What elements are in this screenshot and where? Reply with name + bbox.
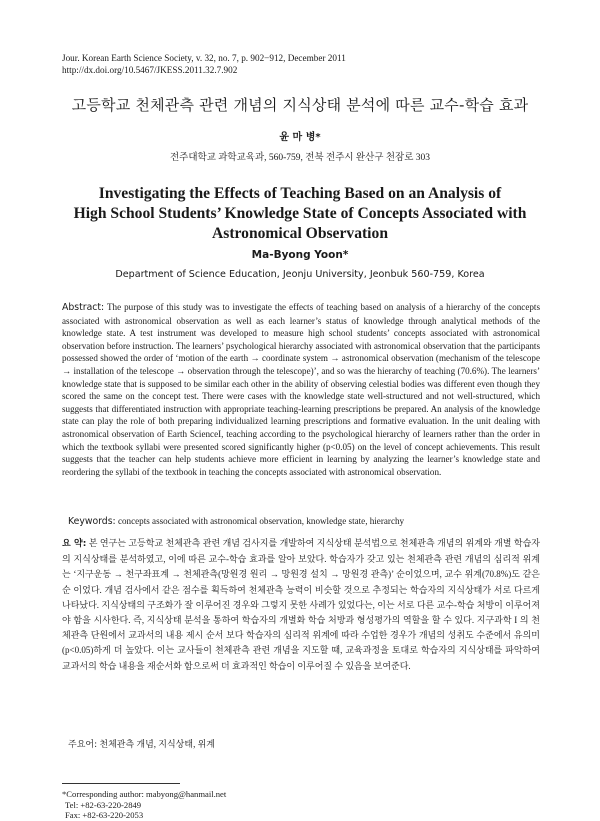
english-title-line: High School Students’ Knowledge State of Concepts Associated with xyxy=(73,205,527,222)
footnote-divider xyxy=(62,783,180,784)
korean-abstract xyxy=(62,536,540,674)
keywords-text: concepts associated with astronomical observation, knowledge state, hierarchy xyxy=(115,516,405,526)
korean-affiliation: 전주대학교 과학교육과, 560-759, 전북 전주시 완산구 천잠로 303 xyxy=(169,153,430,163)
journal-citation: Jour. Korean Earth Science Society, v. 32, no. 7, p. 902−912, December 2011 xyxy=(62,53,346,63)
korean-keywords xyxy=(68,738,538,751)
korean-author: 윤 마 병* xyxy=(279,132,321,143)
korean-keywords-label: 주요어: xyxy=(68,740,98,750)
corresponding-author: *Corresponding author: mabyong@hanmail.net xyxy=(62,789,227,799)
keywords xyxy=(68,515,538,529)
footnote-fax: Fax: +82-63-220-2053 xyxy=(65,810,144,821)
footnote-tel: Tel: +82-63-220-2849 xyxy=(65,799,142,810)
english-affiliation: Department of Science Education, Jeonju University, Jeonbuk 560-759, Korea xyxy=(115,269,485,280)
korean-abstract-label: 요 약: xyxy=(62,539,87,549)
korean-keywords-text: 천체관측 개념, 지식상태, 위계 xyxy=(97,739,215,749)
english-author: Ma-Byong Yoon* xyxy=(251,249,349,261)
abstract xyxy=(62,301,540,478)
journal-doi[interactable]: http://dx.doi.org/10.5467/JKESS.2011.32.7.902 xyxy=(62,65,238,75)
abstract-text: The purpose of this study was to investigate the effects of teaching based on analysis of a hierarchy of the concepts associated with astronomical observation as well as each learner’s status of knowledge through analytical methods of the knowledge state. A test instrument was developed to measure high school students’ concepts associated with astronomical observation before instruction. The learners’ psychological hierarchy associated with astronomical observation that the participants possessed showed the order of ‘motion of the earth → coordinate system → astronomical observation (mechanism of the telescope → installation of the telescope → observation through the telescope)’, and so was the hierarchy of teaching (70.6%). The learners’ knowledge state that is supposed to be similar each other in the ability of observing celestial bodies was different even though they scored the same on the concept test. There were cases with the knowledge state well-structured and not well-structured, which suggests that differentiated instruction with appropriate teaching-learning prescriptions be prepared. An analysis of the knowledge state can play the role of both preparing individualized learning prescriptions and formative evaluation. In the unit dealing with astronomical observation of Earth ScienceI, teaching according to the psychological hierarchy of learners rather than the order in which the textbook syllabi were presented scored significantly higher (p<0.05) on the level of concept achievements. This result suggests that the teacher can help students achieve more efficient in learning by analyzing the learner’s knowledge state and reordering the syllabi of the textbook in teaching the concepts associated with astronomical observation. xyxy=(62,302,540,477)
korean-abstract-text: 본 연구는 고등학교 천체관측 관련 개념 검사지를 개발하여 지식상태 분석법으로 천체관측 개념의 위계와 개별 학습자의 지식상태를 분석하였고, 이에 따른 교수-학습 효과를 알아 보았다. 학습자가 갖고 있는 천체관측 관련 개념의 심리적 위계는 ‘지구운동 → 천구좌표계 → 천체관측(망원경 원리 → 망원경 설치 → 망원경 관측)’ 순이었으며, 교수 위계(70.8%)도 같은 순 이었다. 개념 검사에서 같은 점수를 획득하여 천체관측 능력이 비슷할 것으로 추정되는 학습자의 지식상태가 서로 다르게 나타났다. 지식상태의 구조화가 잘 이루어진 경우와 그렇지 못한 사례가 있었다는, 이는 서로 다른 교수-학습 처방이 이루어져야 함을 시사한다. 즉, 지식상태 분석을 통하여 학습자의 개별화 학습 처방과 형성평가의 역할을 할 수 있다. 지구과학 I 의 천체관측 단원에서 교과서의 내용 제시 순서 보다 학습자의 심리적 위계에 따라 수업한 경우가 개념의 성취도 수준에서 유의미(p<0.05)하게 더 높았다. 이는 교사들이 천체관측 관련 개념을 지도할 때, 교육과정을 토대로 학습자의 지식상태를 파악하여 교과서의 학습 내용을 재순서화 함으로써 더 효과적인 학습이 이루어질 수 있음을 보여준다. xyxy=(62,538,540,671)
abstract-label: Abstract: xyxy=(62,302,105,313)
english-title xyxy=(60,184,540,244)
journal-header xyxy=(62,52,346,76)
korean-title: 고등학교 천체관측 관련 개념의 지식상태 분석에 따른 교수-학습 효과 xyxy=(71,96,529,114)
english-title-line: Investigating the Effects of Teaching Based on an Analysis of xyxy=(98,185,502,202)
english-title-line: Astronomical Observation xyxy=(211,225,388,242)
keywords-label: Keywords: xyxy=(68,516,116,527)
footnote xyxy=(62,789,226,821)
